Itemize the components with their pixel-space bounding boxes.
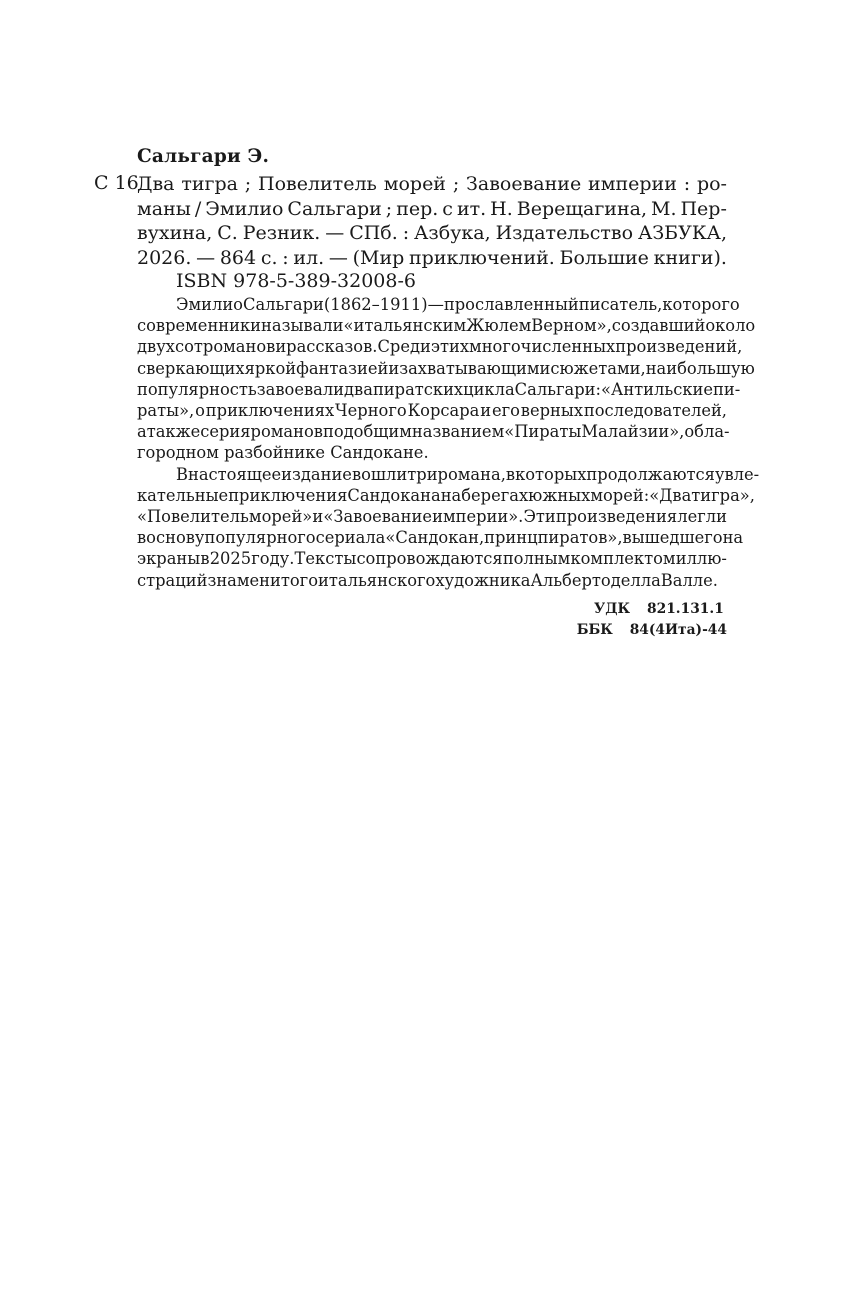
- word: —: [328, 246, 348, 269]
- annotation-line: [137, 464, 760, 485]
- author-heading: Сальгари Э.: [137, 146, 270, 167]
- word: Сандокана: [347, 485, 441, 505]
- word: раты»,: [137, 401, 195, 421]
- word: Черного: [335, 401, 407, 421]
- word: общим: [353, 422, 412, 442]
- word: М.: [650, 197, 677, 220]
- word: рассказов.: [286, 337, 378, 357]
- word: Завоевание: [466, 173, 582, 195]
- word: «итальянским: [343, 316, 467, 336]
- word: экраны: [137, 549, 201, 569]
- word: пи-: [713, 379, 741, 399]
- word: :: [282, 246, 289, 269]
- word: на: [440, 485, 462, 505]
- word: Среди: [377, 337, 431, 357]
- word: писатель,: [578, 295, 663, 314]
- word: художника: [435, 570, 531, 590]
- udk-label: УДК: [594, 601, 631, 617]
- bbk-value: 84(4Ита)-44: [629, 622, 727, 638]
- word: Повелитель: [258, 173, 377, 195]
- word: сопровождаются: [356, 549, 503, 569]
- word: романов: [250, 422, 323, 442]
- word: увле-: [714, 464, 760, 484]
- word: «Повелитель: [137, 507, 249, 527]
- annotation-line: [137, 358, 755, 379]
- word: —: [325, 222, 345, 244]
- word: последователей,: [583, 401, 727, 421]
- annotation-line: [137, 400, 727, 421]
- word: вухина,: [137, 222, 213, 244]
- word: яркой: [244, 358, 297, 378]
- annotation-line: [137, 570, 727, 591]
- word: империи».: [432, 507, 524, 527]
- annotation-line: [137, 485, 755, 506]
- word: южных: [528, 485, 591, 505]
- word: знаменитого: [207, 570, 319, 590]
- word: городном разбойнике Сандокане.: [137, 443, 429, 463]
- word: «Завоевание: [323, 507, 432, 527]
- word: и: [275, 337, 287, 357]
- word: В: [176, 464, 188, 484]
- word: маны: [137, 197, 191, 220]
- classification-block: [577, 599, 727, 641]
- word: о: [195, 401, 205, 421]
- word: —: [196, 246, 216, 269]
- word: тигра»,: [691, 485, 755, 505]
- word: о: [684, 422, 695, 442]
- word: также: [146, 422, 201, 442]
- word: морей: [383, 173, 446, 195]
- word: его: [491, 401, 520, 421]
- annotation: [137, 294, 760, 591]
- author-mark-code: С 16: [94, 172, 139, 194]
- word: 2025: [209, 549, 252, 569]
- word: 2026.: [137, 246, 192, 269]
- word: тигра: [181, 173, 238, 195]
- word: сверкающих: [137, 358, 245, 378]
- word: двухсот: [137, 337, 203, 357]
- word: вошли: [351, 464, 408, 484]
- word: книги).: [653, 246, 727, 269]
- word: Сальгари:: [514, 379, 602, 399]
- word: в: [200, 549, 210, 569]
- word: романов: [202, 337, 276, 357]
- word: страций: [137, 570, 208, 590]
- word: наибольшую: [645, 358, 755, 378]
- word: под: [322, 422, 354, 442]
- word: названием: [411, 422, 505, 442]
- word: в: [137, 528, 147, 548]
- annotation-line: [137, 548, 727, 569]
- word: комплектом: [570, 549, 676, 569]
- word: приключениях: [205, 401, 335, 421]
- word: современники: [137, 316, 262, 336]
- word: :: [683, 173, 691, 195]
- word: Жюлем: [466, 316, 532, 336]
- word: Валле.: [660, 570, 718, 590]
- word: основу: [146, 528, 205, 548]
- word: «Сандокан,: [385, 528, 485, 548]
- annotation-line: [137, 442, 727, 463]
- word: два: [344, 379, 373, 399]
- word: сериала: [315, 528, 386, 548]
- annotation-line: [137, 379, 741, 400]
- word: Верещагина,: [516, 197, 647, 220]
- word: году.: [251, 549, 295, 569]
- word: Резник.: [242, 222, 321, 244]
- word: около: [705, 316, 756, 336]
- word: С.: [217, 222, 238, 244]
- word: «Антильские: [601, 379, 714, 399]
- word: Издательство: [495, 222, 634, 244]
- word: СПб.: [349, 222, 398, 244]
- word: (1862–1911): [323, 295, 428, 314]
- word: —: [427, 295, 444, 314]
- word: иллю-: [675, 549, 727, 569]
- word: Эмилио: [205, 197, 284, 220]
- word: легли: [677, 507, 727, 527]
- word: Сальгари: [287, 197, 382, 220]
- word: прославленный: [443, 295, 579, 314]
- word: серия: [200, 422, 251, 442]
- word: верных: [520, 401, 584, 421]
- word: кательные: [137, 485, 229, 505]
- word: издание: [281, 464, 352, 484]
- word: «Пираты: [504, 422, 582, 442]
- word: ит.: [456, 197, 487, 220]
- word: берегах: [461, 485, 529, 505]
- bibliographic-description: [137, 172, 727, 270]
- biblio-line: [137, 172, 727, 197]
- word: приключений.: [409, 246, 555, 269]
- word: «Два: [649, 485, 692, 505]
- word: произведений,: [615, 337, 743, 357]
- word: пер.: [396, 197, 439, 220]
- word: настоящее: [187, 464, 282, 484]
- udk-value: 821.131.1: [647, 601, 724, 617]
- word: приключения: [228, 485, 348, 505]
- udk-row: [577, 599, 727, 620]
- word: и: [312, 507, 324, 527]
- word: с.: [260, 246, 278, 269]
- word: ;: [244, 173, 252, 195]
- word: цикла: [463, 379, 515, 399]
- word: и: [388, 358, 400, 378]
- annotation-line: [137, 336, 743, 357]
- word: ро-: [696, 173, 727, 195]
- word: называли: [261, 316, 344, 336]
- word: а: [137, 422, 147, 442]
- word: (Мир: [352, 246, 405, 269]
- word: фантазией: [296, 358, 389, 378]
- word: полным: [502, 549, 571, 569]
- word: которых: [515, 464, 587, 484]
- bbk-row: [577, 620, 727, 641]
- word: и: [480, 401, 492, 421]
- word: империи: [588, 173, 677, 195]
- word: Альберто: [530, 570, 611, 590]
- word: с: [442, 197, 453, 220]
- word: морей:: [590, 485, 650, 505]
- word: итальянского: [318, 570, 436, 590]
- word: этих: [430, 337, 470, 357]
- word: Малайзии»,: [581, 422, 685, 442]
- word: многочисленных: [469, 337, 616, 357]
- annotation-line: [137, 506, 727, 527]
- word: делла: [610, 570, 661, 590]
- word: пиратов»,: [537, 528, 623, 548]
- biblio-line: [137, 221, 727, 246]
- word: Н.: [490, 197, 513, 220]
- word: произведения: [555, 507, 678, 527]
- word: Азбука,: [414, 222, 491, 244]
- word: романа,: [437, 464, 506, 484]
- word: три: [407, 464, 438, 484]
- word: АЗБУКА,: [637, 222, 727, 244]
- word: вышедшего: [622, 528, 723, 548]
- word: :: [402, 222, 410, 244]
- word: сюжетами,: [550, 358, 646, 378]
- bbk-label: ББК: [576, 622, 613, 638]
- word: ил.: [293, 246, 325, 269]
- word: бла-: [694, 422, 730, 442]
- annotation-line: [137, 315, 756, 336]
- word: популярного: [204, 528, 316, 548]
- isbn: ISBN 978-5-389-32008-6: [176, 270, 416, 292]
- annotation-line: [137, 294, 740, 315]
- word: которого: [662, 295, 740, 314]
- word: Корсара: [407, 401, 480, 421]
- word: 864: [219, 246, 257, 269]
- word: принц: [484, 528, 538, 548]
- word: Большие: [559, 246, 649, 269]
- word: Верном»,: [531, 316, 612, 336]
- word: ;: [452, 173, 460, 195]
- word: Эти: [523, 507, 556, 527]
- word: создавший: [611, 316, 706, 336]
- word: завоевали: [256, 379, 345, 399]
- word: /: [194, 197, 202, 220]
- word: популярность: [137, 379, 257, 399]
- annotation-line: [137, 527, 744, 548]
- word: Сальгари: [242, 295, 324, 314]
- word: захватывающими: [399, 358, 551, 378]
- word: в: [505, 464, 516, 484]
- word: морей»: [248, 507, 313, 527]
- word: ;: [385, 197, 393, 220]
- word: Эмилио: [176, 295, 243, 314]
- word: Пер-: [680, 197, 727, 220]
- word: на: [722, 528, 744, 548]
- word: Два: [137, 173, 175, 195]
- word: пиратских: [372, 379, 464, 399]
- biblio-line: [137, 246, 727, 271]
- biblio-line: [137, 197, 727, 222]
- annotation-line: [137, 421, 730, 442]
- word: Тексты: [294, 549, 357, 569]
- word: продолжаются: [586, 464, 715, 484]
